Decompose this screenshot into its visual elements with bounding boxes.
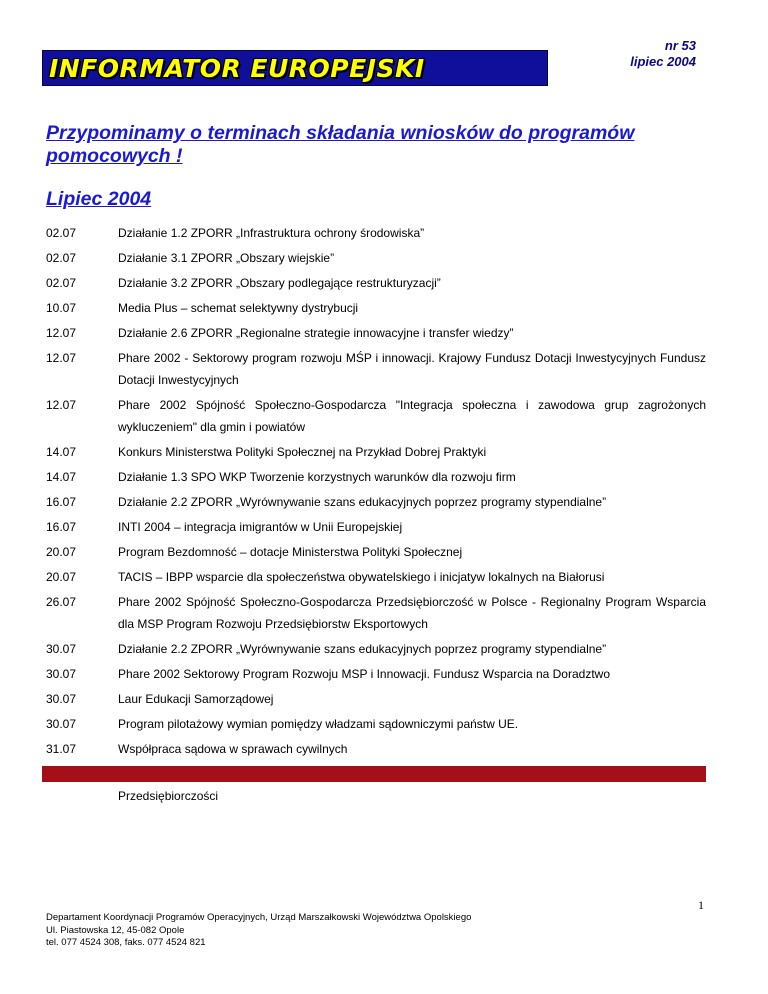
footer-address: Ul. Piastowska 12, 45-082 Opole bbox=[46, 924, 185, 936]
program-name: Phare 2002 Sektorowy Program Rozwoju MSP i Innowacji. Fundusz Wsparcia na Doradztwo bbox=[118, 667, 610, 681]
deadline-date: 02.07 bbox=[46, 276, 77, 290]
list-item bbox=[46, 566, 706, 588]
footer-contact: tel. 077 4524 308, faks. 077 4524 821 bbox=[46, 937, 206, 948]
list-item bbox=[46, 297, 706, 319]
program-name: Współpraca sądowa w sprawach cywilnych bbox=[118, 742, 348, 756]
deadline-date: 12.07 bbox=[46, 351, 77, 365]
list-item bbox=[46, 441, 706, 463]
deadline-date: 10.07 bbox=[46, 301, 77, 315]
deadline-date: 31.07 bbox=[46, 742, 77, 756]
program-name: Konkurs Ministerstwa Polityki Społecznej na Przykład Dobrej Praktyki bbox=[118, 445, 487, 459]
program-name: Phare 2002 Spójność Społeczno-Gospodarcza Przedsiębiorczość w Polsce - Regionalny Program Wsparcia dla MSP Program Rozwoju Przedsiębiorstw Eksportowych bbox=[118, 595, 706, 631]
masthead-title: INFORMATOR EUROPEJSKI bbox=[49, 54, 425, 83]
program-name: Działanie 2.2 ZPORR „Wyrównywanie szans edukacyjnych poprzez programy stypendialne” bbox=[118, 642, 607, 656]
list-item bbox=[46, 688, 706, 710]
program-name: Phare 2002 - Sektorowy program rozwoju MŚP i innowacji. Krajowy Fundusz Dotacji Inwestycyjnych Fundusz Dotacji Inwestycyjnych bbox=[118, 351, 706, 387]
list-item bbox=[46, 222, 706, 244]
issue-date: lipiec 2004 bbox=[630, 54, 696, 69]
list-item bbox=[46, 541, 706, 563]
program-name: TACIS – IBPP wsparcie dla społeczeństwa obywatelskiego i inicjatyw lokalnych na Białorusi bbox=[118, 570, 605, 584]
deadline-date: 16.07 bbox=[46, 495, 77, 509]
deadline-date: 20.07 bbox=[46, 545, 77, 559]
list-item bbox=[46, 663, 706, 685]
page-title: Przypominamy o terminach składania wniosków do programów pomocowych ! bbox=[46, 122, 635, 167]
masthead-banner bbox=[42, 50, 548, 86]
footer bbox=[46, 912, 471, 950]
deadline-date: 02.07 bbox=[46, 251, 77, 265]
program-name: Działanie 1.3 SPO WKP Tworzenie korzystnych warunków dla rozwoju firm bbox=[118, 470, 516, 484]
footer-department: Departament Koordynacji Programów Operacyjnych, Urząd Marszałkowski Województwa Opolskiego bbox=[46, 912, 472, 923]
list-item bbox=[46, 247, 706, 269]
divider-bar bbox=[42, 766, 706, 782]
program-name: Działanie 3.1 ZPORR „Obszary wiejskie” bbox=[118, 251, 335, 265]
deadline-date: 30.07 bbox=[46, 667, 77, 681]
program-name: INTI 2004 – integracja imigrantów w Unii Europejskiej bbox=[118, 520, 403, 534]
deadline-date: 30.07 bbox=[46, 692, 77, 706]
deadline-date: 16.07 bbox=[46, 520, 77, 534]
list-item bbox=[46, 491, 706, 513]
deadline-list bbox=[46, 222, 706, 810]
list-item bbox=[46, 591, 706, 635]
program-name: Laur Edukacji Samorządowej bbox=[118, 692, 274, 706]
program-name: Program Bezdomność – dotacje Ministerstwa Polityki Społecznej bbox=[118, 545, 463, 559]
list-item bbox=[46, 322, 706, 344]
list-item bbox=[46, 713, 706, 735]
list-item bbox=[46, 394, 706, 438]
list-item bbox=[46, 738, 706, 760]
list-item bbox=[46, 272, 706, 294]
deadline-date: 14.07 bbox=[46, 445, 77, 459]
deadline-date: 12.07 bbox=[46, 326, 77, 340]
list-item bbox=[46, 347, 706, 391]
month-heading: Lipiec 2004 bbox=[46, 188, 152, 210]
program-name: Phare 2002 Spójność Społeczno-Gospodarcza "Integracja społeczna i zawodowa grup zagrożonych wykluczeniem" dla gmin i powiatów bbox=[118, 398, 706, 434]
deadline-date: 26.07 bbox=[46, 595, 77, 609]
program-name: Przedsiębiorczości bbox=[118, 789, 219, 803]
deadline-date: 30.07 bbox=[46, 717, 77, 731]
list-item bbox=[46, 638, 706, 660]
deadline-date: 12.07 bbox=[46, 398, 77, 412]
deadline-date: 02.07 bbox=[46, 226, 77, 240]
program-name: Program pilotażowy wymian pomiędzy władzami sądowniczymi państw UE. bbox=[118, 717, 519, 731]
deadline-date: 14.07 bbox=[46, 470, 77, 484]
program-name: Media Plus – schemat selektywny dystrybucji bbox=[118, 301, 359, 315]
page-number: 1 bbox=[698, 898, 704, 912]
program-name: Działanie 2.2 ZPORR „Wyrównywanie szans edukacyjnych poprzez programy stypendialne” bbox=[118, 495, 607, 509]
deadline-date: 20.07 bbox=[46, 570, 77, 584]
deadline-date: 30.07 bbox=[46, 642, 77, 656]
list-item bbox=[46, 516, 706, 538]
program-name: Działanie 1.2 ZPORR „Infrastruktura ochrony środowiska” bbox=[118, 226, 425, 240]
issue-info bbox=[630, 38, 696, 70]
list-item bbox=[46, 466, 706, 488]
program-name: Działanie 2.6 ZPORR „Regionalne strategie innowacyjne i transfer wiedzy” bbox=[118, 326, 514, 340]
program-name: Działanie 3.2 ZPORR „Obszary podlegające restrukturyzacji” bbox=[118, 276, 441, 290]
issue-number: nr 53 bbox=[664, 38, 696, 53]
